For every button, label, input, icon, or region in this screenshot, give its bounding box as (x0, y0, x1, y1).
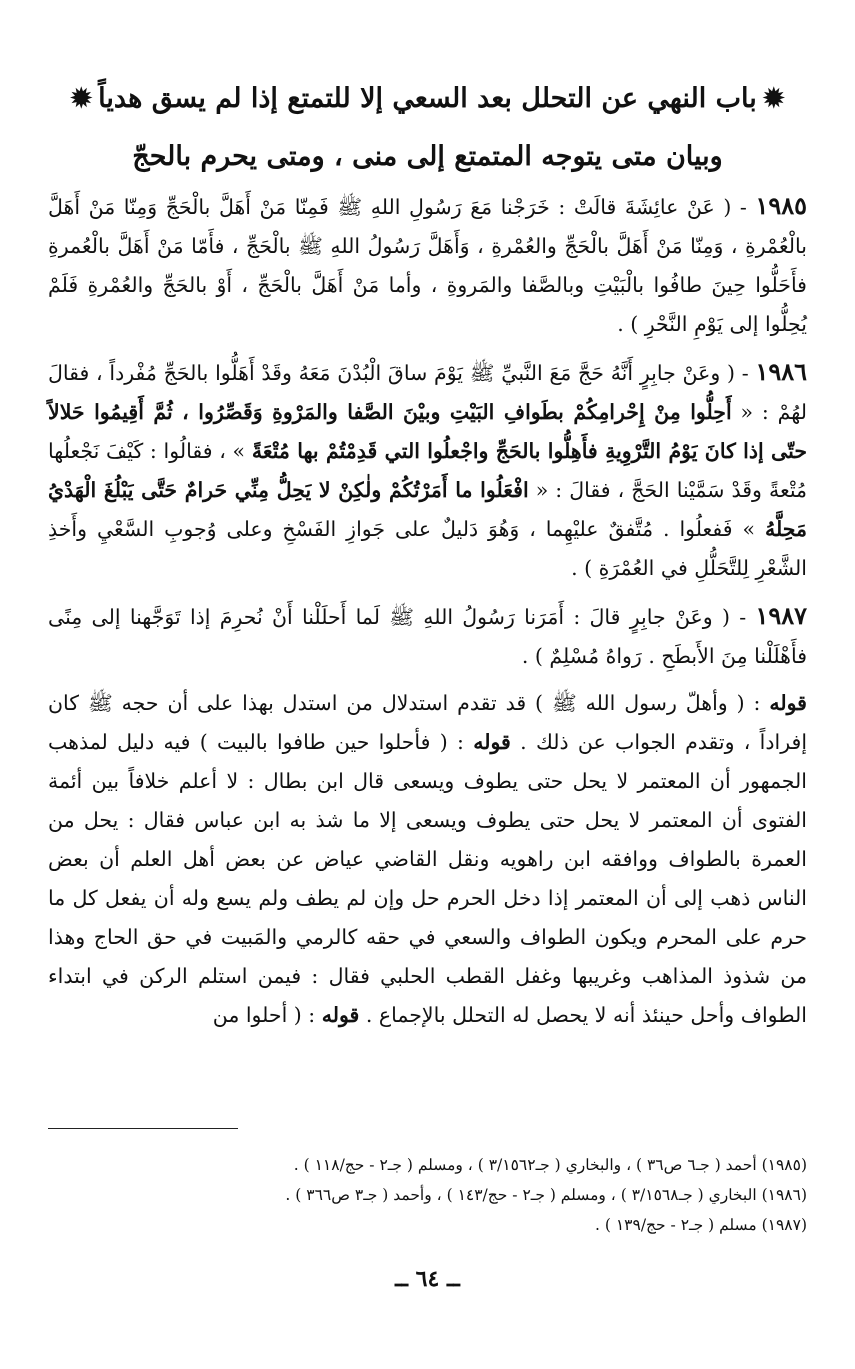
hadith-text: » ، فقالُوا : كَيْفَ نَجْعلُها مُتْعةً وقَدْ سَمَّيْنا الحَجَّ ، فقالَ : « (48, 439, 808, 502)
hadith-1987 (48, 596, 807, 676)
chapter-title-line2: وبيان متى يتوجه المتمتع إلى منى ، ومتى يحرم بالحجّ (132, 141, 723, 172)
star-ornament-icon: ✹ (70, 84, 93, 114)
hadith-number: ١٩٨٧ (755, 601, 807, 630)
hadith-text: - ( وعَنْ جابِرٍ قالَ : أَمَرَنا رَسُولُ اللهِ ﷺ لَما أَحلَلْنا أَنْ نُحرِمَ إذا تَوَجَّهنا إلى مِنًى فأَهْلَلْنا مِنَ الأَبطَحِ . رَواهُ مُسْلِمٌ ) . (48, 605, 807, 668)
hadith-number: ١٩٨٦ (755, 357, 807, 386)
commentary-text: : ( أحلوا من (212, 1003, 322, 1027)
footnote-1987: (١٩٨٧) مسلم ( جـ٢ - حج/١٣٩ ) . (595, 1216, 807, 1234)
hadith-number: ١٩٨٥ (755, 191, 807, 220)
footnote-1986: (١٩٨٦) البخاري ( جـ٣/١٥٦٨ ) ، ومسلم ( جـ٢ - حج/١٤٣ ) ، وأحمد ( جـ٣ ص٣٦٦ ) . (285, 1186, 807, 1204)
commentary-text: : ( فأحلوا حين طافوا بالبيت ) فيه دليل لمذهب الجمهور أن المعتمر لا يحل حتى يطوف ويسعى قال ابن بطال : لا أعلم خلافاً بين أئمة الفتوى أن المعتمر لا يحل حتى يطوف ويسعى إلا ما شذ به ابن عباس فقال : يحل من العمرة بالطواف ووافقه ابن راهويه ونقل القاضي عياض عن بعض أهل العلم أن بعض الناس ذهب إلى أن المعتمر إذا دخل الحرم حل وإن لم يطف ولم يسع وله أن يفعل كل ما حرم على المحرم ويكون الطواف والسعي في حقه كالرمي والمَبيت في حق الحاج وهذا من شذوذ المذاهب وغريبها وغفل القطب الحلبي فقال : فيمن استلم الركن في ابتداء الطواف وأحل حينئذ أنه لا يحصل له التحلل بالإجماع . (48, 730, 807, 1027)
hadith-text: - ( وعَنْ جابِرٍ أَنَّهُ حَجَّ مَعَ النَّبيِّ ﷺ يَوْمَ ساقَ الْبُدْنَ مَعَهُ وقَدْ أَهَلُّوا بالحَجِّ مُفْرداً ، فقالَ لهُمْ : « (48, 361, 807, 424)
chapter-title (48, 70, 807, 186)
chapter-title-line1: باب النهي عن التحلل بعد السعي إلا للتمتع إذا لم يسق هدياً (98, 83, 757, 114)
commentary-keyword: قوله (769, 691, 807, 715)
footnote-1985: (١٩٨٥) أحمد ( جـ٦ ص٣٦ ) ، والبخاري ( جـ٣/١٥٦٢ ) ، ومسلم ( جـ٢ - حج/١١٨ ) . (293, 1156, 807, 1174)
commentary-keyword: قوله (321, 1003, 360, 1027)
footnotes (48, 1150, 807, 1240)
hadith-1985 (48, 186, 807, 344)
footnote-separator (48, 1128, 238, 1129)
commentary-text: : ( وأهلّ رسول الله ﷺ ) قد تقدم استدلال من استدل بهذا على أن حجه ﷺ كان إفراداً ، وتقدم الجواب عن ذلك . (48, 691, 808, 754)
prophetic-saying: أَحِلُّوا مِنْ إِحْرامِكُمْ بطَوافِ البَيْتِ وبيْنَ الصَّفا والمَرْوةِ وَقَصِّرُوا ، ثُمَّ أَقِيمُوا حَلالاً حتّى إذا كانَ يَوْمُ التَّرْوِيةِ فأَهِلُّوا بالحَجِّ واجْعلُوا التي قَدِمْتُمْ بها مُتْعَةً (48, 400, 807, 463)
page-number: ــ ٦٤ ــ (395, 1266, 460, 1292)
hadith-text: » فَفعلُوا . مُتَّفقٌ عليْهِما ، وَهُوَ دَليلٌ على جَوازِ الفَسْخِ وعلى وُجوبِ السَّعْيِ وأَخذِ الشَّعْرِ لِلتَّحَلُّلِ في العُمْرَةِ ) . (48, 517, 807, 580)
hadith-text: - ( عَنْ عائِشَةَ قالَتْ : خَرَجْنا مَعَ رَسُولِ اللهِ ﷺ فَمِنّا مَنْ أَهَلَّ بالْحَجِّ وَمِنّا مَنْ أَهَلَّ بالْعُمْرةِ ، وَمِنّا مَنْ أَهَلَّ بالْحَجِّ والعُمْرةِ ، وَأَهَلَّ رَسُولُ اللهِ ﷺ بالْحَجِّ ، فأَمّا مَنْ أَهَلَّ بالْعُمرةِ فأَحَلُّوا حِينَ طافُوا بالْبَيْتِ وبالصَّفا والمَروةِ ، وأما مَنْ أَهَلَّ بالْحَجِّ ، أَوْ بالحَجِّ والعُمْرةِ فَلَمْ يُحِلُّوا إلى يَوْمِ النَّحْرِ ) . (48, 195, 807, 336)
hadith-1986 (48, 352, 807, 588)
prophetic-saying: افْعَلُوا ما أَمَرْتُكُمْ ولٰكِنْ لا يَحِلُّ مِنِّي حَرامٌ حَتَّى يَبْلُغَ الْهَدْيُ مَحِلَّهُ (48, 478, 807, 541)
commentary (48, 684, 807, 1035)
star-ornament-icon: ✹ (762, 84, 785, 114)
commentary-keyword: قوله (473, 730, 511, 754)
